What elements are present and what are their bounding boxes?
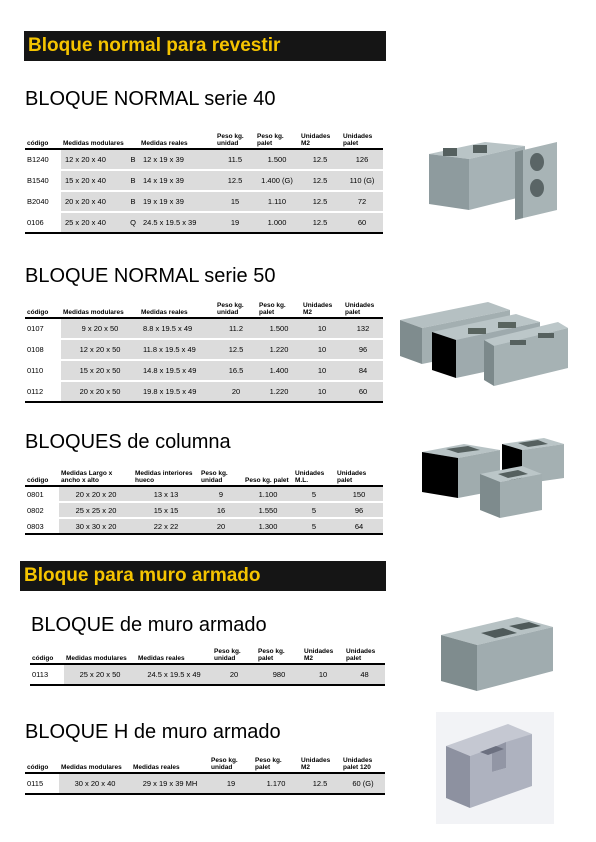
cell: 24.5 x 19.5 x 39 xyxy=(139,212,215,233)
header-cell: Unidades palet xyxy=(344,648,385,664)
cell: 9 xyxy=(199,486,243,502)
cell: 29 x 19 x 39 MH xyxy=(131,773,209,794)
cell: 1.170 xyxy=(253,773,299,794)
cell: 10 xyxy=(301,360,343,381)
title-rest: de muro armado xyxy=(128,721,281,743)
cell: 110 (G) xyxy=(341,170,383,191)
table-row xyxy=(25,381,383,402)
header-cell: Peso kg. palet xyxy=(255,133,299,149)
cell: 24.5 x 19.5 x 49 xyxy=(136,664,212,685)
cell: 15 x 15 xyxy=(133,502,199,518)
block-serie-50-image xyxy=(398,298,570,388)
cell: 20 xyxy=(199,518,243,534)
cell: 12.5 xyxy=(299,191,341,212)
header-cell: Unidades M2 xyxy=(302,648,344,664)
table-row xyxy=(25,360,383,381)
header-cell: Medidas interiores hueco xyxy=(133,470,199,486)
cell: 14.8 x 19.5 x 49 xyxy=(139,360,215,381)
header-cell: Medidas reales xyxy=(131,757,209,773)
cell: 1.550 xyxy=(243,502,293,518)
cell: 15 x 20 x 50 xyxy=(61,360,139,381)
table-row xyxy=(25,149,383,170)
block-h-muro-armado-image xyxy=(436,712,554,824)
header-cell: Peso kg. unidad xyxy=(215,302,257,318)
cell: 0112 xyxy=(25,381,61,402)
title-rest: de columna xyxy=(121,431,231,453)
cell: 30 x 30 x 20 xyxy=(59,518,133,534)
cell: 11.2 xyxy=(215,318,257,339)
cell: B xyxy=(127,170,139,191)
cell: 0115 xyxy=(25,773,59,794)
cell: 19 xyxy=(209,773,253,794)
section-banner-armado: Bloque para muro armado xyxy=(20,561,386,591)
header-cell: Medidas reales xyxy=(136,648,212,664)
header-cell: Medidas Largo x ancho x alto xyxy=(59,470,133,486)
table-row xyxy=(25,170,383,191)
cell: 0803 xyxy=(25,518,59,534)
cell: 12.5 xyxy=(215,170,255,191)
cell: 11.8 x 19.5 x 49 xyxy=(139,339,215,360)
cell: 0801 xyxy=(25,486,59,502)
cell: B1240 xyxy=(25,149,61,170)
cell: 1.400 xyxy=(257,360,301,381)
cell: 126 xyxy=(341,149,383,170)
block-muro-armado-image xyxy=(437,613,559,693)
header-cell: Peso kg. palet xyxy=(253,757,299,773)
table-columna xyxy=(25,470,383,535)
cell: 60 xyxy=(341,212,383,233)
header-cell xyxy=(127,133,139,149)
cell: 0113 xyxy=(30,664,64,685)
cell: 10 xyxy=(302,664,344,685)
table-serie-40 xyxy=(25,133,383,234)
table-h-muro-armado xyxy=(25,757,385,795)
title-rest: serie 50 xyxy=(198,265,276,287)
table-header xyxy=(30,648,385,664)
title-bold: BLOQUE H xyxy=(25,721,129,743)
table-serie-50 xyxy=(25,302,383,403)
cell: 30 x 20 x 40 xyxy=(59,773,131,794)
table-header xyxy=(25,133,383,149)
section-banner-normal: Bloque normal para revestir xyxy=(24,31,386,61)
header-cell: código xyxy=(25,757,59,773)
header-cell: código xyxy=(25,133,61,149)
header-cell: Medidas reales xyxy=(139,302,215,318)
cell: 13 x 13 xyxy=(133,486,199,502)
cell: 96 xyxy=(343,339,383,360)
cell: 5 xyxy=(293,486,335,502)
table-header xyxy=(25,470,383,486)
header-cell: Medidas modulares xyxy=(59,757,131,773)
cell: 12.5 xyxy=(299,773,341,794)
cell: 19 x 19 x 39 xyxy=(139,191,215,212)
header-cell: código xyxy=(30,648,64,664)
table-row xyxy=(25,773,385,794)
cell: B xyxy=(127,191,139,212)
cell: 12 x 19 x 39 xyxy=(139,149,215,170)
header-cell: Unidades palet 120 xyxy=(341,757,385,773)
cell: B1540 xyxy=(25,170,61,191)
cell: 25 x 20 x 50 xyxy=(64,664,136,685)
cell: 10 xyxy=(301,318,343,339)
cell: 9 x 20 x 50 xyxy=(61,318,139,339)
cell: 96 xyxy=(335,502,383,518)
cell: 20 xyxy=(212,664,256,685)
cell: 64 xyxy=(335,518,383,534)
title-bold: BLOQUES xyxy=(25,431,122,453)
header-cell: Unidades palet xyxy=(335,470,383,486)
table-header xyxy=(25,757,385,773)
cell: 15 x 20 x 40 xyxy=(61,170,127,191)
cell: 12.5 xyxy=(299,212,341,233)
header-cell: código xyxy=(25,470,59,486)
cell: 14 x 19 x 39 xyxy=(139,170,215,191)
header-cell: Peso kg. palet xyxy=(256,648,302,664)
cell: 150 xyxy=(335,486,383,502)
cell: 12.5 xyxy=(299,170,341,191)
header-cell: Medidas modulares xyxy=(61,302,139,318)
cell: 12 x 20 x 40 xyxy=(61,149,127,170)
cell: 1.220 xyxy=(257,339,301,360)
header-cell: Unidades M2 xyxy=(299,757,341,773)
block-columna-image xyxy=(418,434,568,520)
header-cell: Medidas modulares xyxy=(64,648,136,664)
cell: 84 xyxy=(343,360,383,381)
table-row xyxy=(25,212,383,233)
header-cell: Peso kg. palet xyxy=(257,302,301,318)
cell: 25 x 20 x 40 xyxy=(61,212,127,233)
cell: 5 xyxy=(293,502,335,518)
section-title-serie-50 xyxy=(25,265,275,288)
cell: 10 xyxy=(301,381,343,402)
section-title-columna xyxy=(25,431,231,454)
header-cell: Peso kg. unidad xyxy=(215,133,255,149)
cell: 16 xyxy=(199,502,243,518)
header-cell: Unidades M2 xyxy=(301,302,343,318)
cell: 10 xyxy=(301,339,343,360)
cell: 0108 xyxy=(25,339,61,360)
cell: 48 xyxy=(344,664,385,685)
cell: 8.8 x 19.5 x 49 xyxy=(139,318,215,339)
cell: 15 xyxy=(215,191,255,212)
cell: 5 xyxy=(293,518,335,534)
cell: 0106 xyxy=(25,212,61,233)
header-cell: Unidades palet xyxy=(341,133,383,149)
cell: 12.5 xyxy=(215,339,257,360)
cell: 20 x 20 x 20 xyxy=(59,486,133,502)
title-bold: BLOQUE NORMAL xyxy=(25,265,199,287)
cell: 0802 xyxy=(25,502,59,518)
table-row xyxy=(25,339,383,360)
cell: 1.100 xyxy=(243,486,293,502)
table-row xyxy=(25,318,383,339)
cell: 1.500 xyxy=(255,149,299,170)
header-cell: Unidades M2 xyxy=(299,133,341,149)
cell: 19 xyxy=(215,212,255,233)
cell: 60 (G) xyxy=(341,773,385,794)
cell: 22 x 22 xyxy=(133,518,199,534)
cell: 20 xyxy=(215,381,257,402)
section-title-serie-40 xyxy=(25,88,275,111)
cell: 60 xyxy=(343,381,383,402)
section-title-muro-armado xyxy=(31,614,267,637)
cell: 12 x 20 x 50 xyxy=(61,339,139,360)
title-rest: de muro armado xyxy=(114,614,267,636)
table-row xyxy=(25,518,383,534)
cell: 72 xyxy=(341,191,383,212)
cell: 0110 xyxy=(25,360,61,381)
cell: 980 xyxy=(256,664,302,685)
cell: 19.8 x 19.5 x 49 xyxy=(139,381,215,402)
header-cell: Peso kg. unidad xyxy=(212,648,256,664)
cell: B2040 xyxy=(25,191,61,212)
block-serie-40-image xyxy=(425,132,560,224)
cell: 25 x 25 x 20 xyxy=(59,502,133,518)
header-cell: Peso kg. unidad xyxy=(199,470,243,486)
cell: 1.300 xyxy=(243,518,293,534)
cell: 1.400 (G) xyxy=(255,170,299,191)
cell: 1.220 xyxy=(257,381,301,402)
table-row xyxy=(30,664,385,685)
cell: 20 x 20 x 40 xyxy=(61,191,127,212)
header-cell: Unidades M.L. xyxy=(293,470,335,486)
table-row xyxy=(25,486,383,502)
cell: 12.5 xyxy=(299,149,341,170)
title-bold: BLOQUE NORMAL xyxy=(25,88,199,110)
cell: 1.500 xyxy=(257,318,301,339)
cell: 132 xyxy=(343,318,383,339)
header-cell: Peso kg. palet xyxy=(243,470,293,486)
cell: 16.5 xyxy=(215,360,257,381)
table-header xyxy=(25,302,383,318)
table-row xyxy=(25,502,383,518)
section-title-h-muro-armado xyxy=(25,721,281,744)
cell: B xyxy=(127,149,139,170)
cell: 1.000 xyxy=(255,212,299,233)
table-row xyxy=(25,191,383,212)
header-cell: Unidades palet xyxy=(343,302,383,318)
header-cell: Medidas reales xyxy=(139,133,215,149)
cell: 1.110 xyxy=(255,191,299,212)
header-cell: Medidas modulares xyxy=(61,133,127,149)
cell: 0107 xyxy=(25,318,61,339)
cell: Q xyxy=(127,212,139,233)
cell: 20 x 20 x 50 xyxy=(61,381,139,402)
title-bold: BLOQUE xyxy=(31,614,115,636)
table-muro-armado xyxy=(30,648,385,686)
cell: 11.5 xyxy=(215,149,255,170)
title-rest: serie 40 xyxy=(198,88,276,110)
header-cell: código xyxy=(25,302,61,318)
header-cell: Peso kg. unidad xyxy=(209,757,253,773)
